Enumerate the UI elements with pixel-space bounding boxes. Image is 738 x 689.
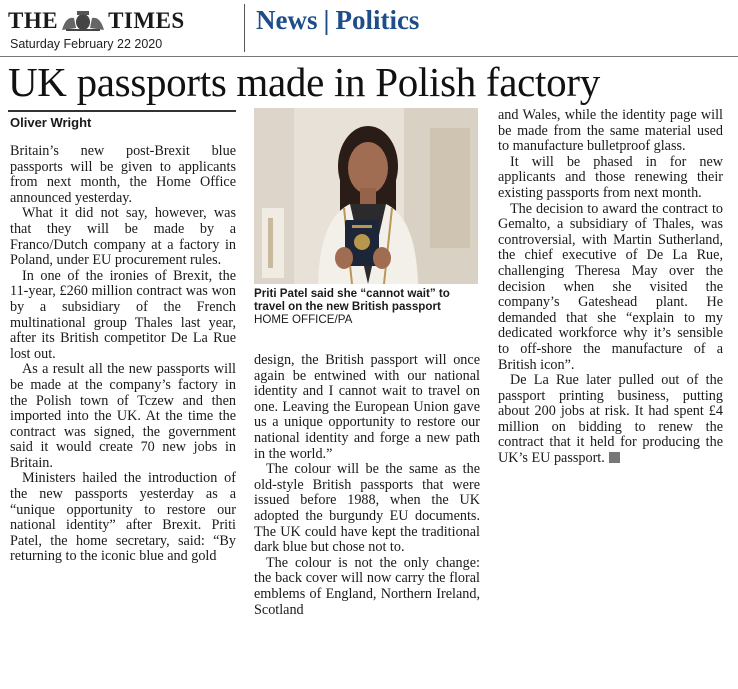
paragraph: As a result all the new passports will be made at the company’s factory in the Polish town of Tczew and then imported into the UK. At the time the contract was signed, the government said it would create 70 new jobs in Britain. bbox=[10, 361, 236, 471]
section-label bbox=[256, 4, 419, 36]
paragraph: In one of the ironies of Brexit, the 11-year, £260 million contract was won by a subsidiary of the French multinational group Thales last year, after its British competitor De La Rue lost out. bbox=[10, 267, 236, 362]
byline-rule bbox=[8, 110, 236, 112]
article-photo[interactable] bbox=[254, 108, 478, 284]
caption-text: Priti Patel said she “cannot wait” to travel on the new British passport bbox=[254, 287, 450, 314]
photo-caption bbox=[254, 287, 480, 327]
paragraph: design, the British passport will once again be entwined with our national identity and I cannot wait to travel on one. Leaving the European Union gave us a unique opportunity to restore our national identity and forge a new path in the world.” bbox=[254, 352, 480, 462]
issue-date: Saturday February 22 2020 bbox=[10, 37, 163, 51]
paragraph: The decision to award the contract to Gemalto, a subsidiary of Thales, was controversial, with Martin Sutherland, the chief executive of De La Rue, challenging Theresa May over the decision when she visited the company’s Gateshead plant. He demanded that she “explain to my dedicated workforce why it’s sensible to off-shore the manufacture of a British icon”. bbox=[498, 200, 723, 373]
masthead-title[interactable] bbox=[8, 6, 185, 36]
paragraph: and Wales, while the identity page will be made from the same material used to manufacture bulletproof glass. bbox=[498, 107, 723, 155]
paragraph: What it did not say, however, was that they will be made by a Franco/Dutch company at a factory in Poland, under EU procurement rules. bbox=[10, 205, 236, 269]
paragraph: The colour will be the same as the old-style British passports that were issued before 1988, when the UK adopted the burgundy EU documents. The UK could have kept the traditional dark blue but chose not to. bbox=[254, 461, 480, 556]
paragraph-text: De La Rue later pulled out of the passport printing business, putting about 200 jobs at risk. It had spent £4 million on bidding to renew the contract that it held for producing the UK’s EU passport. bbox=[498, 372, 723, 467]
paragraph: Ministers hailed the introduction of the new passports yesterday as a “unique opportunity to restore our national identity” after Brexit. Priti Patel, the home secretary, said: “By returning to the iconic blue and gold bbox=[10, 470, 236, 565]
article-column-3 bbox=[498, 108, 723, 467]
paragraph: The colour is not the only change: the back cover will now carry the floral emblems of England, Northern Ireland, Scotland bbox=[254, 554, 480, 618]
masthead bbox=[8, 6, 244, 54]
paragraph: It will be phased in for new applicants and those renewing their existing passports from next month. bbox=[498, 153, 723, 201]
paragraph: Britain’s new post-Brexit blue passports will be given to applicants from next month, the Home Office announced yesterday. bbox=[10, 143, 236, 206]
royal-crest-icon bbox=[60, 10, 106, 32]
end-of-article-icon bbox=[609, 452, 620, 463]
masthead-title-right: TIMES bbox=[108, 8, 185, 33]
headline: UK passports made in Polish factory bbox=[8, 59, 600, 105]
priti-patel-photo bbox=[254, 108, 478, 284]
masthead-title-left: THE bbox=[8, 8, 59, 33]
section-politics-link[interactable]: Politics bbox=[335, 5, 420, 35]
masthead-divider bbox=[244, 4, 245, 52]
byline: Oliver Wright bbox=[10, 115, 92, 130]
photo-credit: HOME OFFICE/PA bbox=[254, 313, 353, 327]
section-news-link[interactable]: News bbox=[256, 5, 318, 35]
article-column-1 bbox=[10, 144, 236, 565]
paragraph-last bbox=[498, 373, 723, 467]
article-column-2 bbox=[254, 353, 480, 618]
section-separator: | bbox=[323, 5, 330, 35]
